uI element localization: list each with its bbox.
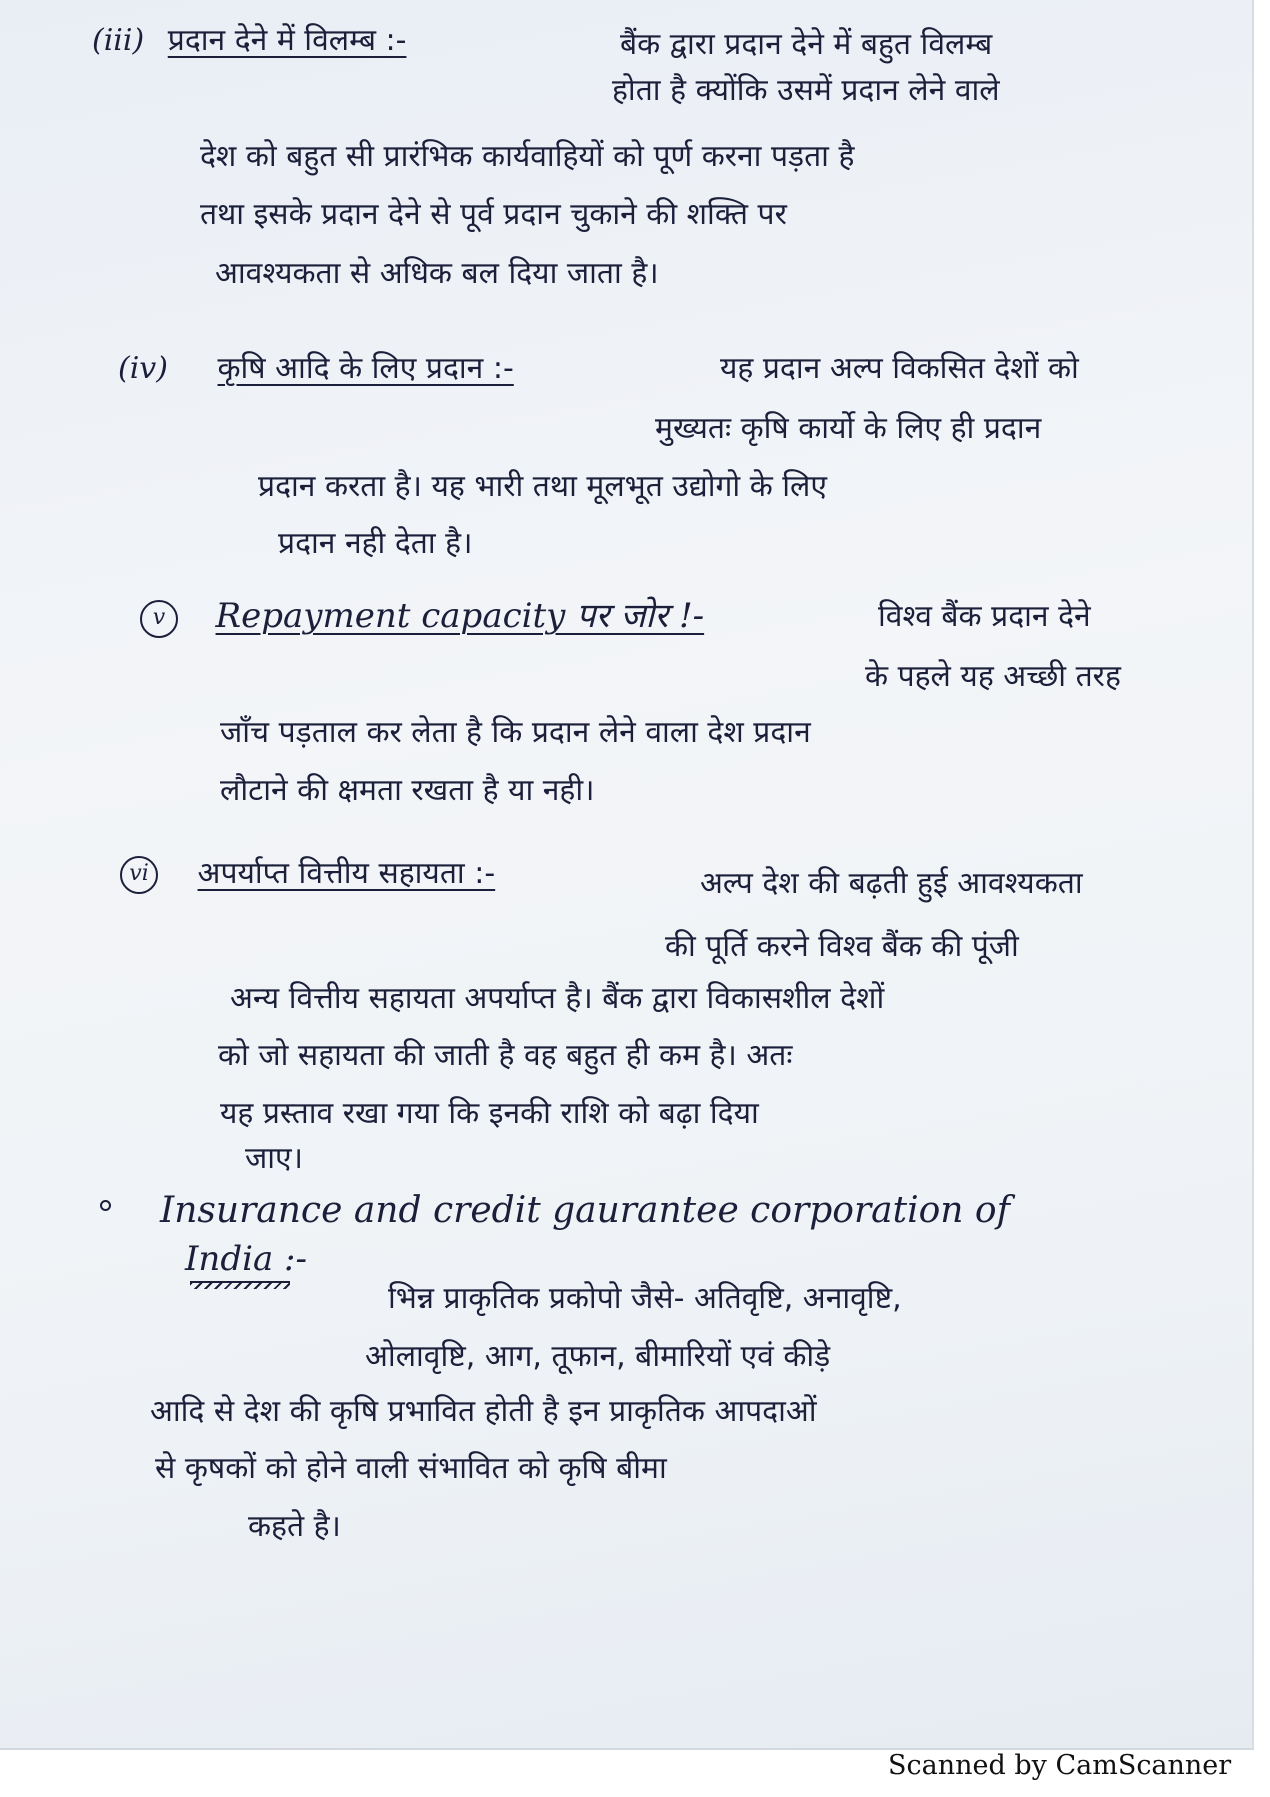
text-line: प्रदान करता है। यह भारी तथा मूलभूत उद्योगो के लिए: [258, 469, 827, 504]
text-line: यह प्रदान अल्प विकसित देशों को: [720, 351, 1079, 386]
text-line: लौटाने की क्षमता रखता है या नही।: [220, 773, 595, 808]
point-iii-heading-line: [92, 22, 406, 60]
text-line: यह प्रस्ताव रखा गया कि इनकी राशि को बढ़ा दिया: [220, 1096, 759, 1131]
text-line: से कृषकों को होने वाली संभावित को कृषि बीमा: [155, 1451, 667, 1486]
point-number: (iii): [92, 23, 145, 58]
text-line: भिन्न प्राकृतिक प्रकोपो जैसे- अतिवृष्टि, अनावृष्टि,: [388, 1281, 902, 1316]
point-number: (iv): [118, 351, 168, 386]
text-line: अन्य वित्तीय सहायता अपर्याप्त है। बैंक द्वारा विकासशील देशों: [230, 981, 885, 1016]
text-line: आवश्यकता से अधिक बल दिया जाता है।: [215, 256, 659, 291]
point-heading: Repayment capacity पर जोर !-: [215, 596, 705, 636]
point-heading: प्रदान देने में विलम्ब :-: [167, 23, 407, 58]
point-number: vi: [120, 856, 158, 894]
section-heading-continued: India :-: [185, 1239, 307, 1279]
point-number: v: [140, 600, 178, 638]
text-line: जाए।: [245, 1141, 303, 1176]
text-line: मुख्यतः कृषि कार्यो के लिए ही प्रदान: [655, 411, 1042, 446]
point-heading: अपर्याप्त वित्तीय सहायता :-: [197, 856, 496, 891]
text-line: को जो सहायता की जाती है वह बहुत ही कम है। अतः: [218, 1038, 793, 1073]
text-line: विश्व बैंक प्रदान देने: [878, 599, 1091, 634]
text-line: होता है क्योंकि उसमें प्रदान लेने वाले: [612, 73, 1000, 108]
hatched-underline: [190, 1281, 290, 1289]
section-heading: Insurance and credit gaurantee corporation of: [160, 1190, 1010, 1231]
text-line: ओलावृष्टि, आग, तूफान, बीमारियों एवं कीड़े: [365, 1339, 831, 1374]
text-line: आदि से देश की कृषि प्रभावित होती है इन प्राकृतिक आपदाओं: [150, 1394, 817, 1429]
text-line: तथा इसके प्रदान देने से पूर्व प्रदान चुकाने की शक्ति पर: [200, 197, 787, 232]
text-line: के पहले यह अच्छी तरह: [865, 659, 1121, 694]
point-vi-heading-line: [120, 855, 495, 894]
text-line: जाँच पड़ताल कर लेता है कि प्रदान लेने वाला देश प्रदान: [220, 715, 811, 750]
point-iv-heading-line: [118, 350, 514, 388]
text-line: देश को बहुत सी प्रारंभिक कार्यवाहियों को पूर्ण करना पड़ता है: [200, 139, 855, 174]
point-v-heading-line: [140, 595, 704, 638]
text-line: प्रदान नही देता है।: [278, 526, 473, 561]
text-line: की पूर्ति करने विश्व बैंक की पूंजी: [665, 929, 1019, 964]
scanner-watermark: Scanned by CamScanner: [888, 1750, 1232, 1781]
bullet-icon: [100, 1200, 111, 1211]
text-line: बैंक द्वारा प्रदान देने में बहुत विलम्ब: [620, 27, 993, 62]
text-line: अल्प देश की बढ़ती हुई आवश्यकता: [700, 866, 1083, 901]
text-line: कहते है।: [248, 1509, 341, 1544]
point-heading: कृषि आदि के लिए प्रदान :-: [217, 351, 514, 386]
